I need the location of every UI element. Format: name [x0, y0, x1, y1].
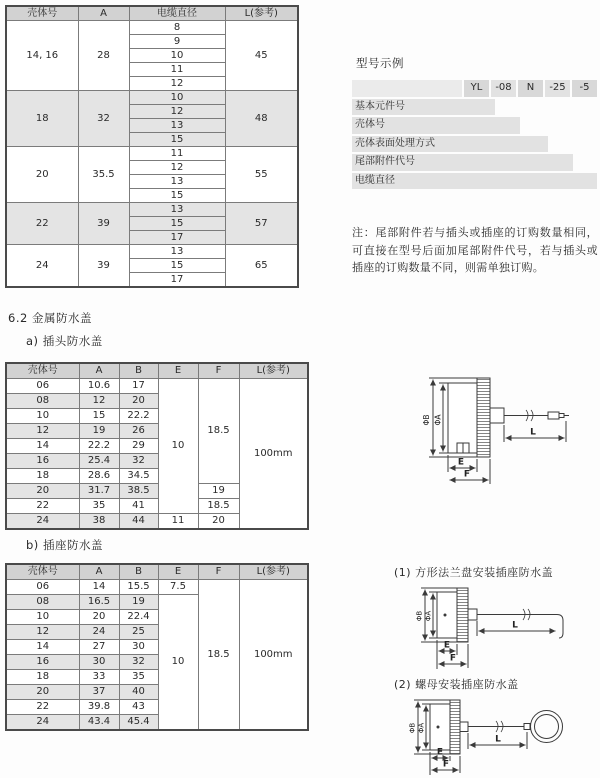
dim-label-l: L	[512, 620, 518, 631]
cell-l-ref: 65	[225, 245, 298, 288]
cell-e-dim: 7.5	[158, 580, 198, 595]
cell-a-dim: 28	[78, 21, 129, 91]
cell-b-dim: 22.2	[119, 409, 158, 424]
cell-a-dim: 16.5	[79, 595, 119, 610]
cell-shell-number: 20	[6, 484, 79, 499]
cell-cable-diameter: 13	[129, 119, 225, 133]
column-header: A	[79, 363, 119, 379]
cell-shell-number: 24	[6, 514, 79, 530]
cell-cable-diameter: 12	[129, 161, 225, 175]
cell-a-dim: 19	[79, 424, 119, 439]
cell-f-dim: 19	[198, 484, 239, 499]
cell-shell-number: 18	[6, 91, 78, 147]
cell-shell-number: 20	[6, 685, 79, 700]
cell-shell-number: 12	[6, 424, 79, 439]
cell-l-ref: 48	[225, 91, 298, 147]
cell-cable-diameter: 15	[129, 189, 225, 203]
cell-a-dim: 14	[79, 580, 119, 595]
table-header-row	[6, 363, 308, 379]
cell-l-ref: 55	[225, 147, 298, 203]
column-header: F	[198, 564, 239, 580]
cell-shell-number: 12	[6, 625, 79, 640]
table-row	[6, 245, 298, 259]
cell-b-dim: 15.5	[119, 580, 158, 595]
cell-a-dim: 25.4	[79, 454, 119, 469]
model-label-row	[352, 136, 597, 153]
cell-b-dim: 22.4	[119, 610, 158, 625]
cell-l-ref: 100mm	[239, 379, 308, 530]
dim-label-phi-b: ΦB	[408, 722, 417, 734]
dim-label-e: E	[436, 747, 444, 758]
cell-b-dim: 35	[119, 670, 158, 685]
cell-a-dim: 20	[79, 610, 119, 625]
dim-label-l: L	[530, 427, 536, 438]
cell-shell-number: 16	[6, 454, 79, 469]
model-label-bar: 尾部附件代号	[352, 154, 573, 171]
dim-label-phi-a: ΦA	[424, 610, 433, 622]
cell-a-dim: 22.2	[79, 439, 119, 454]
cell-b-dim: 43	[119, 700, 158, 715]
cell-f-dim: 18.5	[198, 499, 239, 514]
cell-shell-number: 20	[6, 147, 78, 203]
cell-shell-number: 08	[6, 595, 79, 610]
cell-e-dim: 10	[158, 595, 198, 731]
cell-a-dim: 32	[78, 91, 129, 147]
dim-label-e: E	[443, 640, 451, 651]
column-header: L(参考)	[225, 6, 298, 21]
subsection-b-heading: b) 插座防水盖	[26, 538, 103, 552]
cell-f-dim: 18.5	[198, 379, 239, 484]
cell-shell-number: 08	[6, 394, 79, 409]
column-header: 电缆直径	[129, 6, 225, 21]
cell-b-dim: 34.5	[119, 469, 158, 484]
drawing-1-caption: (1) 方形法兰盘安装插座防水盖	[394, 566, 554, 579]
column-header: 壳体号	[6, 6, 78, 21]
cell-shell-number: 22	[6, 499, 79, 514]
cell-shell-number: 16	[6, 655, 79, 670]
column-header: F	[198, 363, 239, 379]
dim-label-phi-b: ΦB	[415, 610, 424, 622]
cell-shell-number: 10	[6, 610, 79, 625]
cell-b-dim: 19	[119, 595, 158, 610]
cell-shell-number: 18	[6, 670, 79, 685]
cell-cable-diameter: 13	[129, 175, 225, 189]
cell-shell-number: 14	[6, 439, 79, 454]
model-code-segment: -5	[572, 80, 597, 97]
model-label-row	[352, 173, 597, 190]
column-header: A	[79, 564, 119, 580]
cell-b-dim: 26	[119, 424, 158, 439]
cable-diameter-table	[5, 5, 299, 288]
cell-cable-diameter: 13	[129, 245, 225, 259]
cell-b-dim: 38.5	[119, 484, 158, 499]
model-code-segment: -08	[491, 80, 516, 97]
model-code-segment: N	[518, 80, 543, 97]
cell-a-dim: 43.4	[79, 715, 119, 731]
cell-b-dim: 40	[119, 685, 158, 700]
subsection-a-heading: a) 插头防水盖	[26, 334, 103, 348]
dim-label-e: E	[457, 457, 465, 468]
cell-cable-diameter: 17	[129, 231, 225, 245]
table-row	[6, 147, 298, 161]
dim-label-f: F	[463, 469, 471, 480]
cell-b-dim: 44	[119, 514, 158, 530]
cell-l-ref: 45	[225, 21, 298, 91]
cell-a-dim: 10.6	[79, 379, 119, 394]
model-label-bar: 基本元件号	[352, 99, 495, 116]
cell-a-dim: 39.8	[79, 700, 119, 715]
cell-shell-number: 06	[6, 379, 79, 394]
model-label-row	[352, 154, 597, 171]
model-label-bar: 电缆直径	[352, 173, 597, 190]
section-heading: 6.2 金属防水盖	[8, 311, 92, 325]
column-header: 壳体号	[6, 363, 79, 379]
table-header-row	[6, 6, 298, 21]
cell-l-ref: 100mm	[239, 580, 308, 731]
model-code-row	[352, 80, 597, 97]
drawing-geometry	[429, 378, 569, 484]
model-example-title: 型号示例	[356, 56, 404, 70]
cell-b-dim: 29	[119, 439, 158, 454]
model-label-row	[352, 99, 597, 116]
dim-label-f: F	[449, 653, 457, 664]
cell-e-dim: 10	[158, 379, 198, 514]
cell-l-ref: 57	[225, 203, 298, 245]
model-label-bar: 壳体表面处理方式	[352, 136, 548, 153]
table-row	[6, 21, 298, 35]
cell-a-dim: 38	[79, 514, 119, 530]
cell-b-dim: 32	[119, 655, 158, 670]
table-row	[6, 379, 308, 394]
cell-a-dim: 27	[79, 640, 119, 655]
drawing-geometry	[414, 700, 563, 775]
cell-cable-diameter: 15	[129, 133, 225, 147]
dim-label-phi-a: ΦA	[417, 722, 426, 734]
cell-shell-number: 22	[6, 700, 79, 715]
column-header: 壳体号	[6, 564, 79, 580]
cell-shell-number: 14, 16	[6, 21, 78, 91]
cell-cable-diameter: 15	[129, 217, 225, 231]
cell-e-dim: 11	[158, 514, 198, 530]
model-label-bar: 壳体号	[352, 117, 520, 134]
cell-cable-diameter: 10	[129, 49, 225, 63]
column-header: L(参考)	[239, 363, 308, 379]
cell-shell-number: 06	[6, 580, 79, 595]
nut-socket-cover-drawing	[405, 695, 600, 778]
cell-a-dim: 24	[79, 625, 119, 640]
table-header-row	[6, 564, 308, 580]
dim-label-phi-a: ΦA	[433, 414, 443, 426]
code-row-filler	[352, 80, 462, 97]
table-row	[6, 203, 298, 217]
cell-shell-number: 24	[6, 245, 78, 288]
cell-b-dim: 25	[119, 625, 158, 640]
cell-a-dim: 33	[79, 670, 119, 685]
table-row	[6, 91, 298, 105]
cell-b-dim: 20	[119, 394, 158, 409]
dim-label-l: L	[495, 734, 501, 745]
cell-b-dim: 41	[119, 499, 158, 514]
model-code-diagram	[352, 80, 597, 191]
cell-cable-diameter: 15	[129, 259, 225, 273]
model-code-segment: YL	[464, 80, 489, 97]
socket-cover-table	[5, 563, 309, 731]
cell-b-dim: 45.4	[119, 715, 158, 731]
column-header: L(参考)	[239, 564, 308, 580]
model-code-segment: -25	[545, 80, 570, 97]
model-label-row	[352, 117, 597, 134]
cell-b-dim: 17	[119, 379, 158, 394]
cell-shell-number: 22	[6, 203, 78, 245]
cell-a-dim: 37	[79, 685, 119, 700]
cell-a-dim: 31.7	[79, 484, 119, 499]
dim-label-f: F	[442, 759, 450, 770]
column-header: B	[119, 564, 158, 580]
cell-cable-diameter: 17	[129, 273, 225, 288]
cell-cable-diameter: 12	[129, 105, 225, 119]
cell-b-dim: 32	[119, 454, 158, 469]
cell-a-dim: 15	[79, 409, 119, 424]
cell-a-dim: 12	[79, 394, 119, 409]
cell-a-dim: 28.6	[79, 469, 119, 484]
cell-f-dim: 20	[198, 514, 239, 530]
plug-cover-drawing	[400, 372, 595, 497]
cell-a-dim: 39	[78, 203, 129, 245]
column-header: E	[158, 363, 198, 379]
cell-shell-number: 10	[6, 409, 79, 424]
dim-label-phi-b: ΦB	[422, 414, 431, 426]
drawing-geometry	[421, 588, 563, 669]
flange-socket-cover-drawing	[405, 583, 595, 690]
cell-shell-number: 18	[6, 469, 79, 484]
cell-a-dim: 35.5	[78, 147, 129, 203]
cell-a-dim: 39	[78, 245, 129, 288]
cell-cable-diameter: 11	[129, 147, 225, 161]
plug-cover-table	[5, 362, 309, 530]
cell-b-dim: 30	[119, 640, 158, 655]
cell-a-dim: 35	[79, 499, 119, 514]
cell-cable-diameter: 11	[129, 63, 225, 77]
column-header: B	[119, 363, 158, 379]
cell-a-dim: 30	[79, 655, 119, 670]
drawing-2-caption: (2) 螺母安装插座防水盖	[394, 678, 519, 691]
cell-cable-diameter: 9	[129, 35, 225, 49]
cell-shell-number: 14	[6, 640, 79, 655]
cell-shell-number: 24	[6, 715, 79, 731]
table-row	[6, 580, 308, 595]
column-header: A	[78, 6, 129, 21]
cell-f-dim: 18.5	[198, 580, 239, 731]
column-header: E	[158, 564, 198, 580]
cell-cable-diameter: 13	[129, 203, 225, 217]
cell-cable-diameter: 12	[129, 77, 225, 91]
cell-cable-diameter: 8	[129, 21, 225, 35]
cell-cable-diameter: 10	[129, 91, 225, 105]
ordering-note: 注：尾部附件若与插头或插座的订购数量相同，可直接在型号后面加尾部附件代号，若与插头或插座的订购数量不同，则需单独订购。	[352, 226, 598, 275]
